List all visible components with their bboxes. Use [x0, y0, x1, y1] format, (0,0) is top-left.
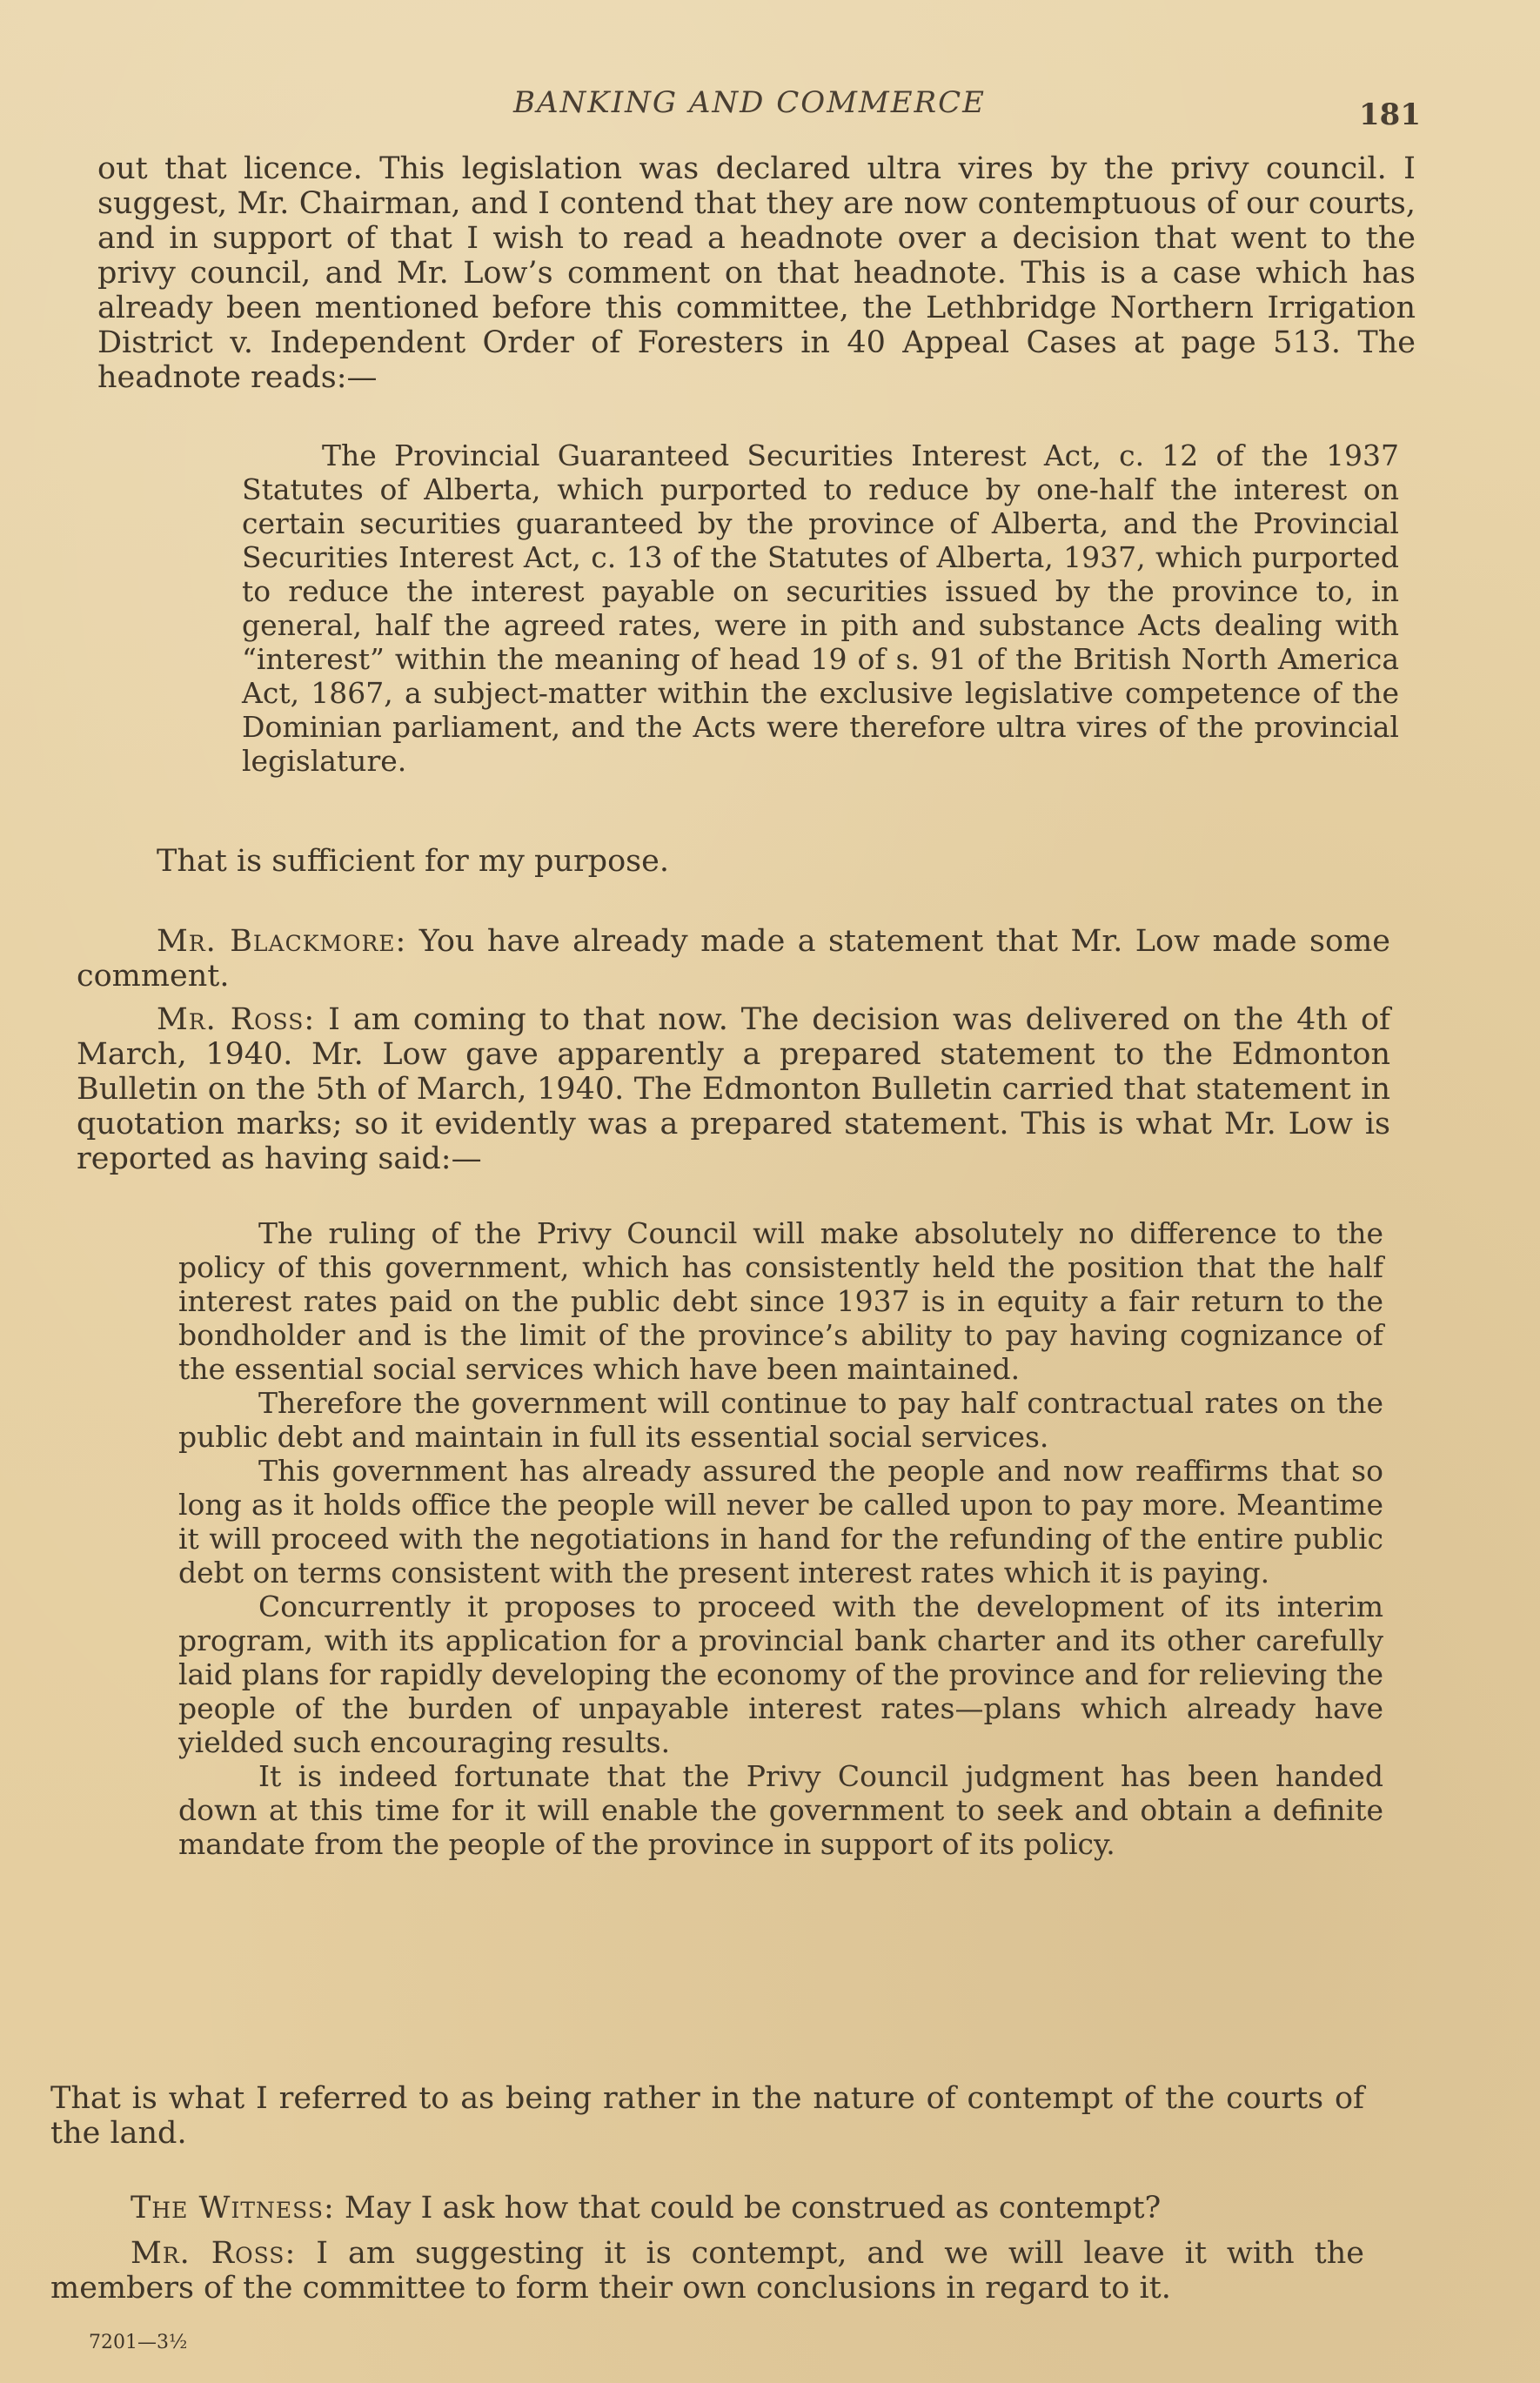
blackmore-text: You have already made a statement that Mr. Low made some comment. [77, 924, 1390, 994]
witness-paragraph [50, 2191, 1364, 2226]
ross-statement-2 [50, 2236, 1364, 2306]
quote-2-paragraph-4: Concurrently it proposes to proceed with the development of its interim program, with its application for a provincial bank charter and its other carefully laid plans for rapidly developing the economy of the province and for relieving the people of the burden of unpayable interest rates—plans which already have yielded such encouraging results. [178, 1590, 1383, 1759]
contempt-paragraph [50, 2081, 1364, 2151]
blackmore-statement [77, 924, 1390, 994]
paragraph-3: That is what I referred to as being rather in the nature of contempt of the courts of the land. [50, 2081, 1364, 2151]
paragraph-1: out that licence. This legislation was declared ultra vires by the privy council. I suggest, Mr. Chairman, and I contend that they are now contemptuous of our courts, and in support of that I wish to read a headnote over a decision that went to the privy council, and Mr. Low’s comment on that headnote. This is a case which has already been mentioned before this committee, the Lethbridge Northern Irrigation District v. Independent Order of Foresters in 40 Appeal Cases at page 513. The headnote reads:— [97, 151, 1416, 395]
quote-2-paragraph-1: The ruling of the Privy Council will make absolutely no difference to the policy of this government, which has consistently held the position that the half interest rates paid on the public debt since 1937 is in equity a fair return to the bondholder and is the limit of the province’s ability to pay having cognizance of the essential social services which have been maintained. [178, 1216, 1383, 1386]
witness-statement [50, 2191, 1364, 2226]
low-statement-quote [178, 1216, 1383, 1861]
paragraph-2: That is sufficient for my purpose. [157, 844, 669, 879]
ross-paragraph-1 [77, 1002, 1390, 1176]
quote-1: The Provincial Guaranteed Securities Interest Act, c. 12 of the 1937 Statutes of Alberta, which purported to reduce by one-half the interest on certain securities guaranteed by the province of Alberta, and the Provincial Securities Interest Act, c. 13 of the Statutes of Alberta, 1937, which purported to reduce the interest payable on securities issued by the province to, in general, half the agreed rates, were in pith and substance Acts dealing with “interest” within the meaning of head 19 of s. 91 of the British North America Act, 1867, a subject-matter within the exclusive legislative competence of the Dominian parliament, and the Acts were therefore ultra vires of the provincial legislature. [242, 438, 1399, 778]
witness-text: May I ask how that could be construed as contempt? [334, 2191, 1162, 2226]
ross-statement-1 [77, 1002, 1390, 1176]
running-head: BANKING AND COMMERCE [513, 85, 986, 120]
speaker-blackmore: Mr. Blackmore: [157, 924, 407, 959]
speaker-witness: The Witness: [131, 2191, 335, 2226]
quote-2-paragraph-2: Therefore the government will continue to pay half contractual rates on the public debt and maintain in full its essential social services. [178, 1386, 1383, 1454]
quote-2-paragraph-3: This government has already assured the people and now reaffirms that so long as it holds office the people will never be called upon to pay more. Meantime it will proceed with the negotiations in hand for the refunding of the entire public debt on terms consistent with the present interest rates which it is paying. [178, 1454, 1383, 1590]
speaker-ross-2: Mr. Ross: [131, 2236, 297, 2271]
ross-text-2: I am suggesting it is contempt, and we will leave it with the members of the committee to form their own conclusions in regard to it. [50, 2236, 1364, 2306]
printer-signature: 7201—3½ [89, 2332, 188, 2353]
page-number: 181 [1359, 97, 1421, 132]
headnote-quote [242, 438, 1399, 778]
opening-paragraph [97, 151, 1416, 395]
ross-text-1: I am coming to that now. The decision was delivered on the 4th of March, 1940. Mr. Low gave apparently a prepared statement to the Edmonton Bulletin on the 5th of March, 1940. The Edmonton Bulletin carried that statement in quotation marks; so it evidently was a prepared statement. This is what Mr. Low is reported as having said:— [77, 1002, 1390, 1176]
speaker-ross-1: Mr. Ross: [157, 1002, 316, 1037]
purpose-paragraph [157, 844, 1392, 879]
blackmore-paragraph [77, 924, 1390, 994]
quote-2-paragraph-5: It is indeed fortunate that the Privy Council judgment has been handed down at this time for it will enable the government to seek and obtain a definite mandate from the people of the province in support of its policy. [178, 1759, 1383, 1861]
ross-paragraph-2 [50, 2236, 1364, 2306]
